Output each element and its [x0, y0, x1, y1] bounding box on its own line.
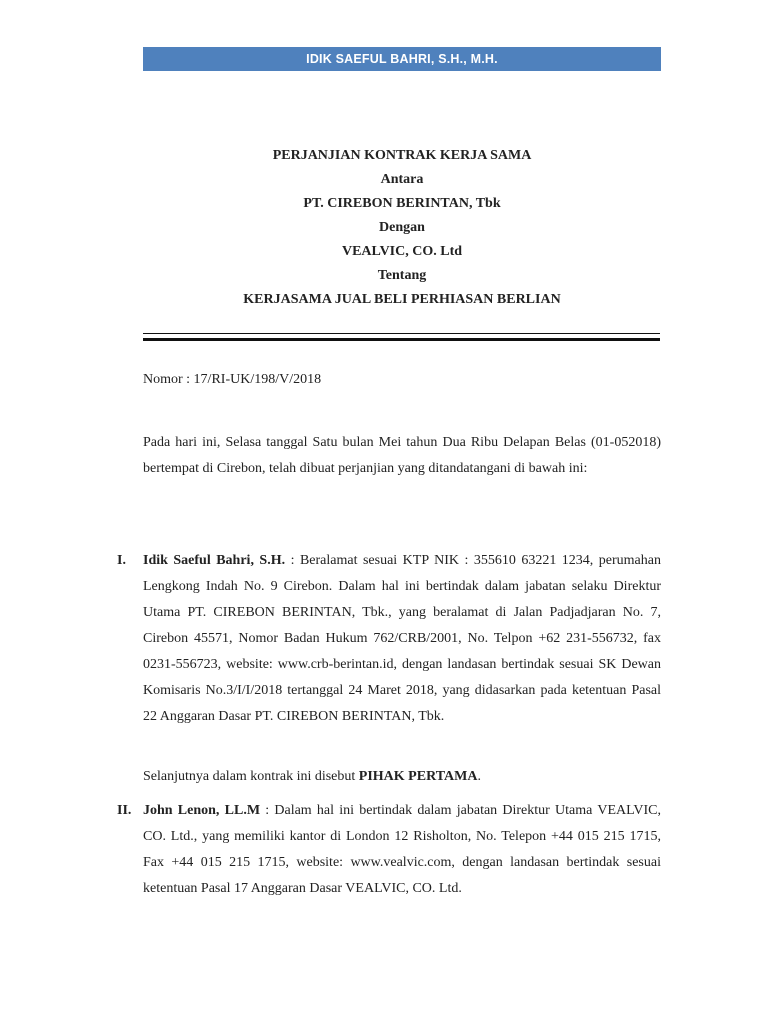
designation-prefix: Selanjutnya dalam kontrak ini disebut: [143, 769, 359, 784]
title-line: PT. CIREBON BERINTAN, Tbk: [303, 196, 501, 211]
opening-paragraph: Pada hari ini, Selasa tanggal Satu bulan Mei tahun Dua Ribu Delapan Belas (01-052018) bertempat di Cirebon, telah dibuat perjanjian yang ditandatangani di bawah ini:: [143, 435, 661, 476]
party-description: : Beralamat sesuai KTP NIK : 355610 63221 1234, perumahan Lengkong Indah No. 9 Cirebon. Dalam hal ini bertindak dalam jabatan selaku Direktur Utama PT. CIREBON BERINTAN, Tbk., yang beralamat di Jalan Padjadjaran No. 7, Cirebon 45571, Nomor Badan Hukum 762/CRB/2001, No. Telpon +62 231-556732, fax 0231-556723, website: www.crb-berintan.id, dengan landasan bertindak sesuai SK Dewan Komisaris No.3/I/I/2018 tertanggal 24 Maret 2018, yang didasarkan pada ketentuan Pasal 22 Anggaran Dasar PT. CIREBON BERINTAN, Tbk.: [143, 553, 661, 724]
title-line: Antara: [380, 172, 424, 187]
title-line: KERJASAMA JUAL BELI PERHIASAN BERLIAN: [243, 292, 561, 307]
designation-suffix: .: [477, 769, 481, 784]
party-body: [143, 798, 661, 902]
party-number: I.: [117, 553, 126, 568]
divider-thick: [143, 338, 660, 341]
title-line: Dengan: [379, 220, 425, 235]
header-banner: IDIK SAEFUL BAHRI, S.H., M.H.: [143, 47, 661, 71]
party-item: [117, 548, 661, 730]
document-title-block: [143, 144, 661, 312]
party-body: [143, 548, 661, 730]
party-name: Idik Saeful Bahri, S.H.: [143, 553, 286, 568]
title-line: VEALVIC, CO. Ltd: [341, 244, 463, 259]
title-line: Tentang: [377, 268, 427, 283]
document-number: Nomor : 17/RI-UK/198/V/2018: [143, 372, 322, 387]
party-description: : Dalam hal ini bertindak dalam jabatan Direktur Utama VEALVIC, CO. Ltd., yang memiliki kantor di London 12 Risholton, No. Telepon +44 015 215 1715, Fax +44 015 215 1715, website: www.vealvic.com, dengan landasan bertindak sesuai ketentuan Pasal 17 Anggaran Dasar VEALVIC, CO. Ltd.: [143, 803, 661, 896]
party-name: John Lenon, LL.M: [143, 803, 261, 818]
party-item: [117, 798, 661, 902]
party-designation: [143, 764, 661, 790]
designation-term: PIHAK PERTAMA: [358, 769, 478, 784]
divider-thin: [143, 333, 660, 334]
title-line: PERJANJIAN KONTRAK KERJA SAMA: [272, 148, 532, 163]
party-number: II.: [117, 803, 132, 818]
